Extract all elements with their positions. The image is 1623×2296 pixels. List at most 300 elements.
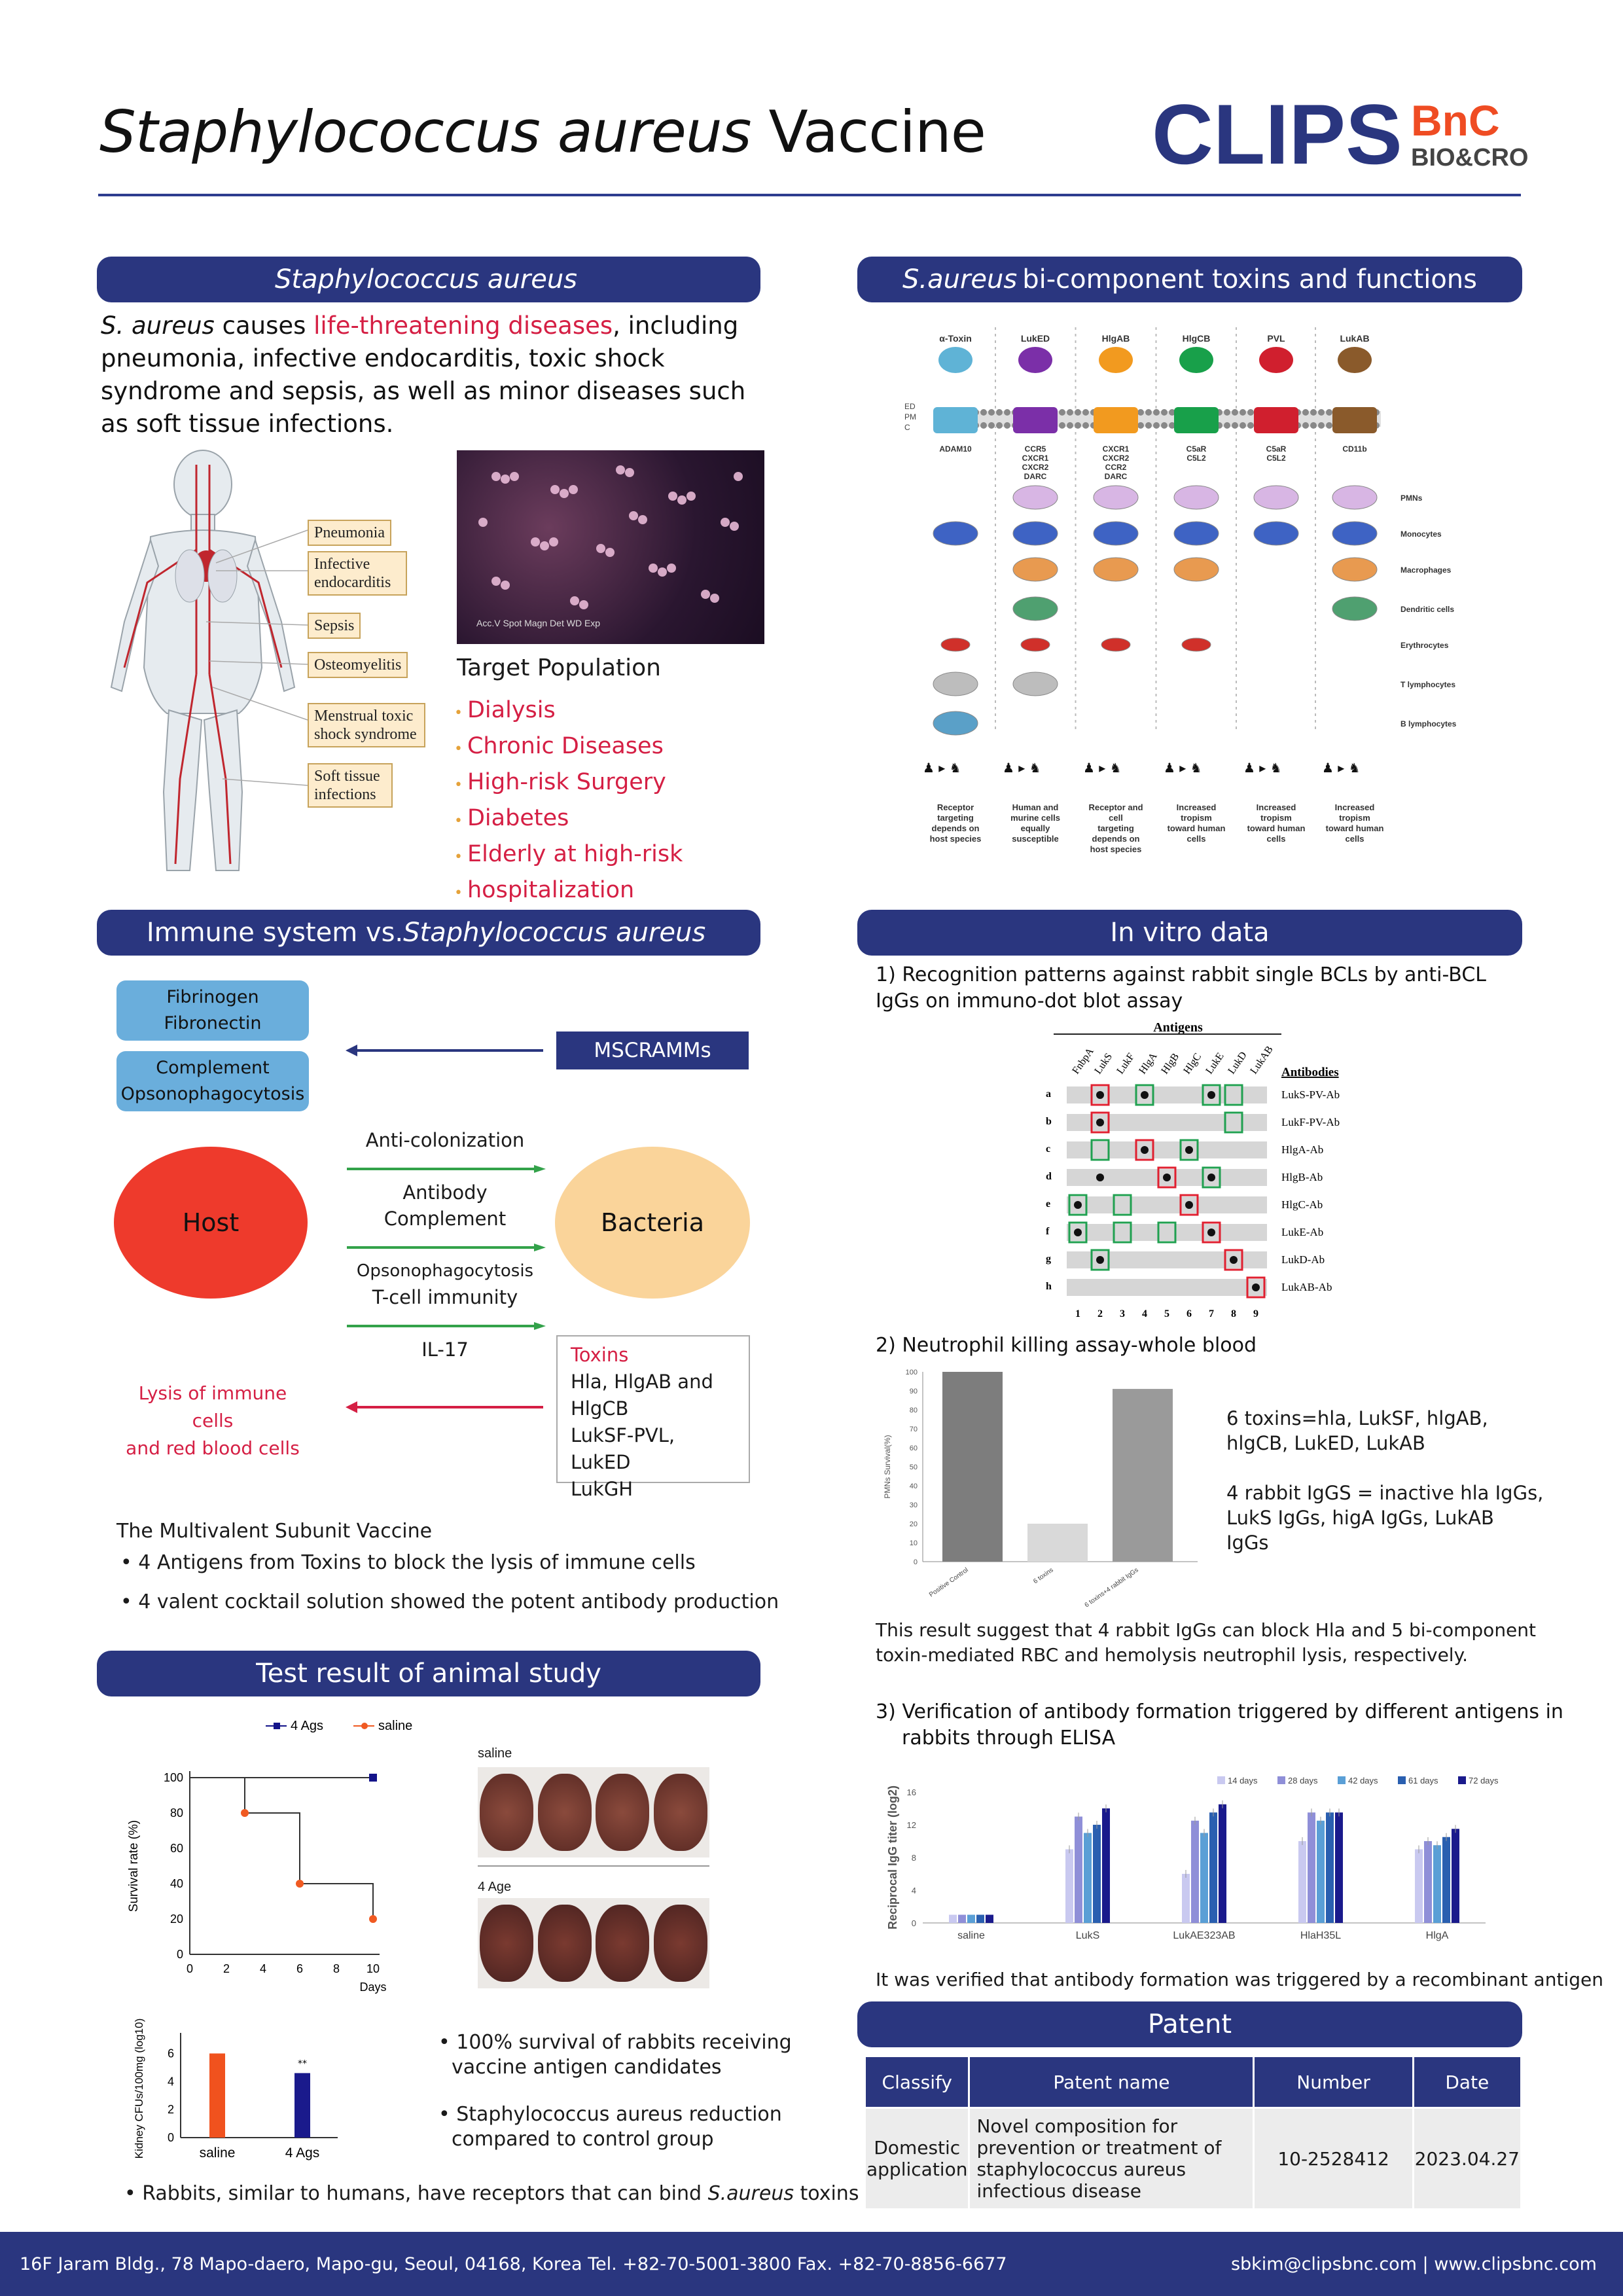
blot-dot [1141,1146,1149,1154]
lipid-head [1075,409,1081,416]
logo-top: BnC [1411,96,1500,145]
cell-icon [1174,558,1219,581]
bar [1200,1833,1208,1924]
legend-label: 14 days [1228,1776,1258,1785]
blot-strip [1067,1196,1267,1213]
x-tick-label: 6 toxins [1032,1566,1055,1586]
x-tick-label: 0 [186,1962,194,1975]
blot-dot [1252,1283,1260,1291]
section-header-immune [97,910,760,956]
cell-type-label: Macrophages [1400,565,1452,575]
lipid-head [996,422,1003,429]
kidney-image [654,1774,707,1851]
arrow-label: T-cell immunity [372,1286,518,1308]
bar [1102,1808,1110,1923]
cell-icon [1332,597,1377,620]
lipid-head [996,409,1003,416]
title-rest: Vaccine [751,98,986,166]
toxin-icon [1259,347,1293,373]
invitro-r2-conclusion [876,1618,1536,1668]
membrane-label: C [904,423,910,432]
bar [1219,1804,1226,1923]
legend-swatch [1338,1776,1346,1784]
toxin-item: LukSF-PVL, LukED [571,1424,675,1473]
antigen-name: LukD [1226,1049,1249,1077]
immune-arrows [340,1127,550,1363]
lipid-head [1067,422,1073,429]
kidney-divider [478,1865,709,1867]
y-tick-label: 16 [906,1787,916,1797]
kidney-image [538,1905,592,1982]
y-tick-label: 60 [909,1444,918,1452]
section-title-italic: S.aureus [902,264,1018,295]
lipid-head [1082,422,1089,429]
row-letter: c [1046,1143,1051,1155]
toxin-note: toward human [1167,823,1226,833]
toxin-note: toward human [1247,823,1306,833]
blot-dot [1096,1091,1104,1099]
y-tick-label: 100 [905,1369,918,1376]
bar [967,1915,975,1924]
kidney-photo-4ags [478,1898,709,1988]
species-icons: ♟ ▸ ♞ [1003,760,1041,776]
toxin-note: cells [1345,834,1364,844]
receptor-label: CXCR2 [1102,454,1130,463]
col-date: Date [1413,2056,1521,2108]
mscramms-box: MSCRAMMs [556,1031,749,1069]
green-arrow [340,1165,550,1173]
toxin-note: tropism [1339,813,1370,823]
cell-icon [933,522,978,545]
cell-icon [1021,638,1050,651]
lipid-head [988,422,995,429]
vaccine-points [120,1543,779,1622]
toxin-name-4: PVL [1267,333,1285,344]
bacteria-clusters [457,450,764,644]
target-list [454,694,683,910]
data-point [296,1880,304,1888]
receptor-label: CCR5 [1024,444,1046,454]
toxin-name-1: LukED [1020,333,1050,344]
y-tick-label: 0 [913,1558,918,1566]
toxin-name-5: LukAB [1340,333,1370,344]
bar [1308,1812,1315,1923]
footer-address: 16F Jaram Bldg., 78 Mapo-daero, Mapo-gu, Seoul, 04168, Korea Tel. +82-70-5001-3800 Fax. +82-70-8856-6677 [20,2254,1007,2274]
x-tick-label: LukAE323AB [1173,1930,1236,1941]
fibrinogen-label: Fibrinogen [166,987,259,1007]
invitro-r2-title: 2) Neutrophil killing assay-whole blood [876,1334,1257,1357]
column-number: 9 [1253,1308,1258,1319]
lipid-head [1232,409,1238,416]
bullet-text: • Rabbits, similar to humans, have receptors that can bind [124,2182,708,2205]
bar [1084,1833,1092,1924]
elisa-chart [883,1767,1512,1957]
cell-patent-name: Novel composition for prevention or treatment of staphylococcus aureus infectious disease [969,2108,1254,2210]
y-tick-label: 30 [909,1501,918,1509]
antibody-name: HlgB-Ab [1281,1171,1323,1183]
bar [1191,1821,1199,1923]
green-arrow [340,1244,550,1251]
y-tick-label: 6 [167,2047,174,2060]
receptor-label: CXCR1 [1102,444,1130,454]
animal-last-bullet [124,2182,859,2205]
x-tick-label: HlgA [1425,1930,1449,1941]
toxin-note: Human and [1012,802,1059,812]
kidney-image [596,1905,649,1982]
toxin-note: tropism [1181,813,1212,823]
y-tick-label: 80 [169,1806,183,1820]
label-toxic-shock: Menstrual toxic shock syndrome [308,703,425,747]
toxin-note: targeting [1097,823,1134,833]
toxin-note: cells [1186,834,1206,844]
y-tick-label: 20 [169,1912,183,1926]
blot-strip [1067,1141,1267,1158]
lipid-head [980,409,987,416]
cell-icon [1094,558,1138,581]
cell-icon [1332,558,1377,581]
cell-icon [933,711,978,735]
y-tick-label: 4 [167,2075,174,2089]
blot-dot [1207,1091,1215,1099]
bar [1298,1841,1306,1923]
lipid-head [1137,409,1144,416]
y-axis-label: Kidney CFUs/100mg (log10) [133,2018,145,2159]
blot-dot [1185,1201,1193,1209]
cell-icon [1094,522,1138,545]
pore-complex [1332,407,1377,433]
blot-dot [1207,1229,1215,1236]
footer-contact: sbkim@clipsbnc.com | www.clipsbnc.com [1230,2254,1597,2274]
bullet-line: compared to control group [452,2128,714,2151]
kidney-image [654,1905,707,1982]
kidney-label-saline: saline [478,1746,512,1761]
kidney-image [480,1905,533,1982]
cell-number: 10-2528412 [1254,2108,1413,2210]
receptor-label: CD11b [1342,444,1367,454]
label-soft-tissue: Soft tissue infections [308,763,393,808]
lipid-head [1153,409,1160,416]
neutrophil-chart [870,1361,1237,1610]
lysis-line: Lysis of immune cells [138,1382,287,1431]
antibody-name: LukD-Ab [1281,1253,1325,1266]
toxin-note: host species [1090,844,1142,854]
toxin-icon [938,347,972,373]
species-icons: ♟ ▸ ♞ [923,760,961,776]
bullet-line: • 100% survival of rabbits receiving [438,2031,792,2054]
y-tick-label: 12 [906,1820,916,1830]
antibody-name: HlgC-Ab [1281,1198,1323,1211]
vaccine-point: • 4 Antigens from Toxins to block the lysis of immune cells [120,1551,696,1574]
footer [0,2232,1623,2296]
y-tick-label: 4 [911,1886,916,1895]
cell-type-label: B lymphocytes [1400,719,1457,728]
section-header-toxins [857,257,1522,302]
y-tick-label: 40 [169,1877,183,1890]
cell-icon [1101,638,1130,651]
arrow-label: Anti-colonization [365,1129,525,1151]
antigen-name: LukS [1092,1051,1115,1077]
logo-bottom: BIO&CRO [1411,144,1529,171]
clips-logo [1152,86,1529,182]
pore-complex [1174,407,1219,433]
blot-dot [1230,1256,1238,1264]
lipid-head [1059,409,1065,416]
arrow-label: IL-17 [421,1338,469,1361]
note-line: hlgCB, LukED, LukAB [1226,1432,1425,1454]
page-title [99,98,986,166]
toxins-box [556,1335,750,1500]
survival-chart [124,1708,425,2009]
toxin-note: murine cells [1010,813,1060,823]
bar-1 [294,2073,310,2138]
legend-swatch [1458,1776,1466,1784]
legend-label: 61 days [1408,1776,1438,1785]
antigen-name: LukE [1204,1050,1226,1077]
blot-dot [1074,1229,1082,1236]
kidney-cfu-chart [128,2016,403,2173]
x-tick-label: 4 Ags [285,2145,320,2161]
intro-text: causes [214,312,314,340]
section-title: Staphylococcus aureus [274,264,578,295]
bullet-text: toxins [793,2182,859,2205]
antigens-label: Antigens [1153,1020,1203,1035]
patent-row [865,2108,1522,2210]
toxin-note: susceptible [1012,834,1059,844]
y-axis-label: PMNs Survival(%) [883,1435,892,1499]
lipid-head [1318,409,1325,416]
bar [958,1915,966,1924]
dot-blot-figure [1041,1020,1407,1319]
bar [1317,1821,1325,1923]
intro-italic: S. aureus [101,312,215,340]
lipid-head [1059,422,1065,429]
lipid-head [1232,422,1238,429]
row-letter: b [1046,1116,1052,1127]
toxin-note: depends on [931,823,980,833]
blot-dot [1185,1146,1193,1154]
bar [1209,1812,1217,1923]
antibodies-label: Antibodies [1281,1066,1339,1079]
patent-table [864,2055,1522,2210]
cell-icon [1254,486,1298,509]
cell-icon [933,672,978,696]
animal-bullets [438,2030,792,2152]
column-number: 3 [1120,1308,1125,1319]
toxin-note: equally [1020,823,1050,833]
x-tick-label: 8 [332,1962,340,1975]
col-classify: Classify [865,2056,969,2108]
target-item-label: hospitalization [467,877,635,903]
receptor-label: CXCR2 [1022,463,1049,472]
kidney-image [480,1774,533,1851]
row-letter: h [1046,1281,1052,1292]
antibody-name: LukS-PV-Ab [1281,1088,1340,1101]
antibody-name: LukF-PV-Ab [1281,1116,1340,1128]
lipid-head [1310,422,1317,429]
opsonophagocytosis-label: Opsonophagocytosis [120,1084,305,1104]
toxin-note: Increased [1256,802,1296,812]
toxin-item: HlgCB [571,1397,629,1420]
y-tick-label: 0 [176,1948,183,1961]
section-title: Immune system vs. [146,918,404,948]
label-pneumonia: Pneumonia [308,520,391,546]
toxin-note: Receptor and [1088,802,1143,812]
lipid-head [1310,409,1317,416]
toxin-icon [1179,347,1213,373]
bar-2 [1113,1389,1173,1562]
cell-icon [1013,672,1058,696]
cell-type-label: PMNs [1400,493,1423,503]
blot-dot [1163,1174,1171,1181]
kidney-label-4ags: 4 Age [478,1880,512,1894]
toxin-note: Increased [1176,802,1217,812]
x-tick-label: 2 [223,1962,230,1975]
neutrophil-notes [1226,1406,1543,1555]
lysis-text [118,1380,308,1462]
arrow-lysis [340,1394,550,1420]
r3-line: rabbits through ELISA [902,1727,1116,1749]
lipid-head [1326,422,1332,429]
lipid-head [1318,422,1325,429]
label-osteomyelitis: Osteomyelitis [308,652,408,678]
vaccine-point: • 4 valent cocktail solution showed the potent antibody production [120,1590,779,1613]
cell-icon [941,638,970,651]
blot-dot [1207,1174,1215,1181]
receptor-label: DARC [1104,472,1128,481]
green-arrow [340,1322,550,1330]
toxin-note: Receptor [936,802,974,812]
title-rule [98,194,1521,196]
label-endocarditis: Infective endocarditis [308,551,407,596]
lipid-head [1067,409,1073,416]
bar-1 [1027,1524,1088,1562]
y-tick-label: 2 [167,2103,174,2117]
lipid-head [1137,422,1144,429]
blot-dot [1074,1201,1082,1209]
x-tick-label: Positive Control [928,1566,970,1599]
pore-complex [1013,407,1058,433]
bar [986,1915,993,1924]
row-letter: a [1046,1088,1051,1100]
target-item-label: Chronic Diseases [467,733,664,759]
column-number: 2 [1097,1308,1103,1319]
bar [1326,1812,1334,1923]
column-number: 1 [1075,1308,1080,1319]
target-title: Target Population [457,655,661,681]
bullet-line: vaccine antigen candidates [452,2056,722,2079]
legend-label: 28 days [1288,1776,1318,1785]
cell-icon [1332,486,1377,509]
legend-label: 4 Ags [291,1719,324,1733]
toxins-title: Toxins [571,1344,629,1366]
pore-complex [933,407,978,433]
survival-line-1 [190,1778,373,1919]
target-item: • Chronic Diseases [454,733,664,759]
cell-type-label: Erythrocytes [1400,641,1449,650]
intro-highlight: life-threatening diseases [313,312,613,340]
toxin-note: toward human [1325,823,1384,833]
lipid-head [1004,409,1010,416]
x-tick-label: 4 [259,1962,267,1975]
lipid-head [1145,409,1152,416]
antigen-name: LukF [1115,1051,1137,1077]
arrow-label: Complement [383,1208,507,1230]
section-header-animal: Test result of animal study [97,1651,760,1696]
toxin-note: Increased [1334,802,1375,812]
lipid-head [1224,422,1230,429]
invitro-r1-title: 1) Recognition patterns against rabbit single BCLs by anti-BCL IgGs on immuno-dot blot assay [876,963,1486,1013]
y-tick-label: 80 [909,1407,918,1414]
cell-type-label: Dendritic cells [1400,605,1455,614]
pore-complex [1254,407,1298,433]
lipid-head [1302,422,1309,429]
lipid-head [1240,422,1246,429]
x-tick-label: saline [957,1930,985,1941]
species-icons: ♟ ▸ ♞ [1243,760,1282,776]
antigen-name: FnbpA [1070,1046,1096,1077]
lipid-head [1247,409,1254,416]
cell-icon [1174,522,1219,545]
toxin-note: host species [929,834,982,844]
toxin-item: LukGH [571,1478,633,1500]
antibody-name: LukAB-Ab [1281,1281,1332,1293]
lipid-head [1161,409,1168,416]
y-tick-label: 0 [167,2131,174,2144]
antigen-name: HlgA [1137,1050,1160,1077]
label-sepsis: Sepsis [308,613,361,639]
complement-box [116,1051,309,1111]
micrograph-caption: Acc.V Spot Magn Det WD Exp [476,618,601,628]
section-header-saureus [97,257,760,302]
lipid-head [1075,422,1081,429]
lipid-head [1153,422,1160,429]
y-tick-label: 70 [909,1426,918,1433]
lipid-head [1161,422,1168,429]
bar [1415,1850,1423,1924]
vaccine-title: The Multivalent Subunit Vaccine [116,1520,433,1543]
note-line: 4 rabbit IgGS = inactive hla IgGs, [1226,1482,1544,1504]
lipid-head [1326,409,1332,416]
bar [976,1915,984,1924]
section-title: bi-component toxins and functions [1022,264,1477,295]
bar [1452,1829,1459,1923]
toxin-note: cell [1109,813,1123,823]
cell-icon [1013,486,1058,509]
kidney-photo-saline [478,1767,709,1857]
blot-strip [1067,1224,1267,1241]
col-patent-name: Patent name [969,2056,1254,2108]
bullet-line: • Staphylococcus aureus reduction [438,2103,782,2126]
antibody-name: HlgA-Ab [1281,1143,1324,1156]
logo-main: CLIPS [1152,86,1402,182]
sem-micrograph-image [457,450,764,644]
toxin-note: cells [1266,834,1286,844]
receptor-label: CCR2 [1105,463,1127,472]
antigen-name: HlgB [1159,1051,1182,1077]
toxin-name-2: HlgAB [1101,333,1130,344]
receptor-label: DARC [1024,472,1047,481]
bacteria-ellipse: Bacteria [555,1147,750,1299]
legend-label: 72 days [1469,1776,1499,1785]
kidney-image [596,1774,649,1851]
conclusion-line: toxin-mediated RBC and hemolysis neutrophil lysis, respectively. [876,1644,1469,1666]
y-tick-label: 100 [163,1771,183,1784]
antibody-name: LukE-Ab [1281,1226,1324,1238]
intro-paragraph [101,310,762,440]
invitro-r3-title [876,1699,1563,1751]
x-tick-label: LukS [1075,1930,1100,1941]
bar [1093,1825,1101,1923]
